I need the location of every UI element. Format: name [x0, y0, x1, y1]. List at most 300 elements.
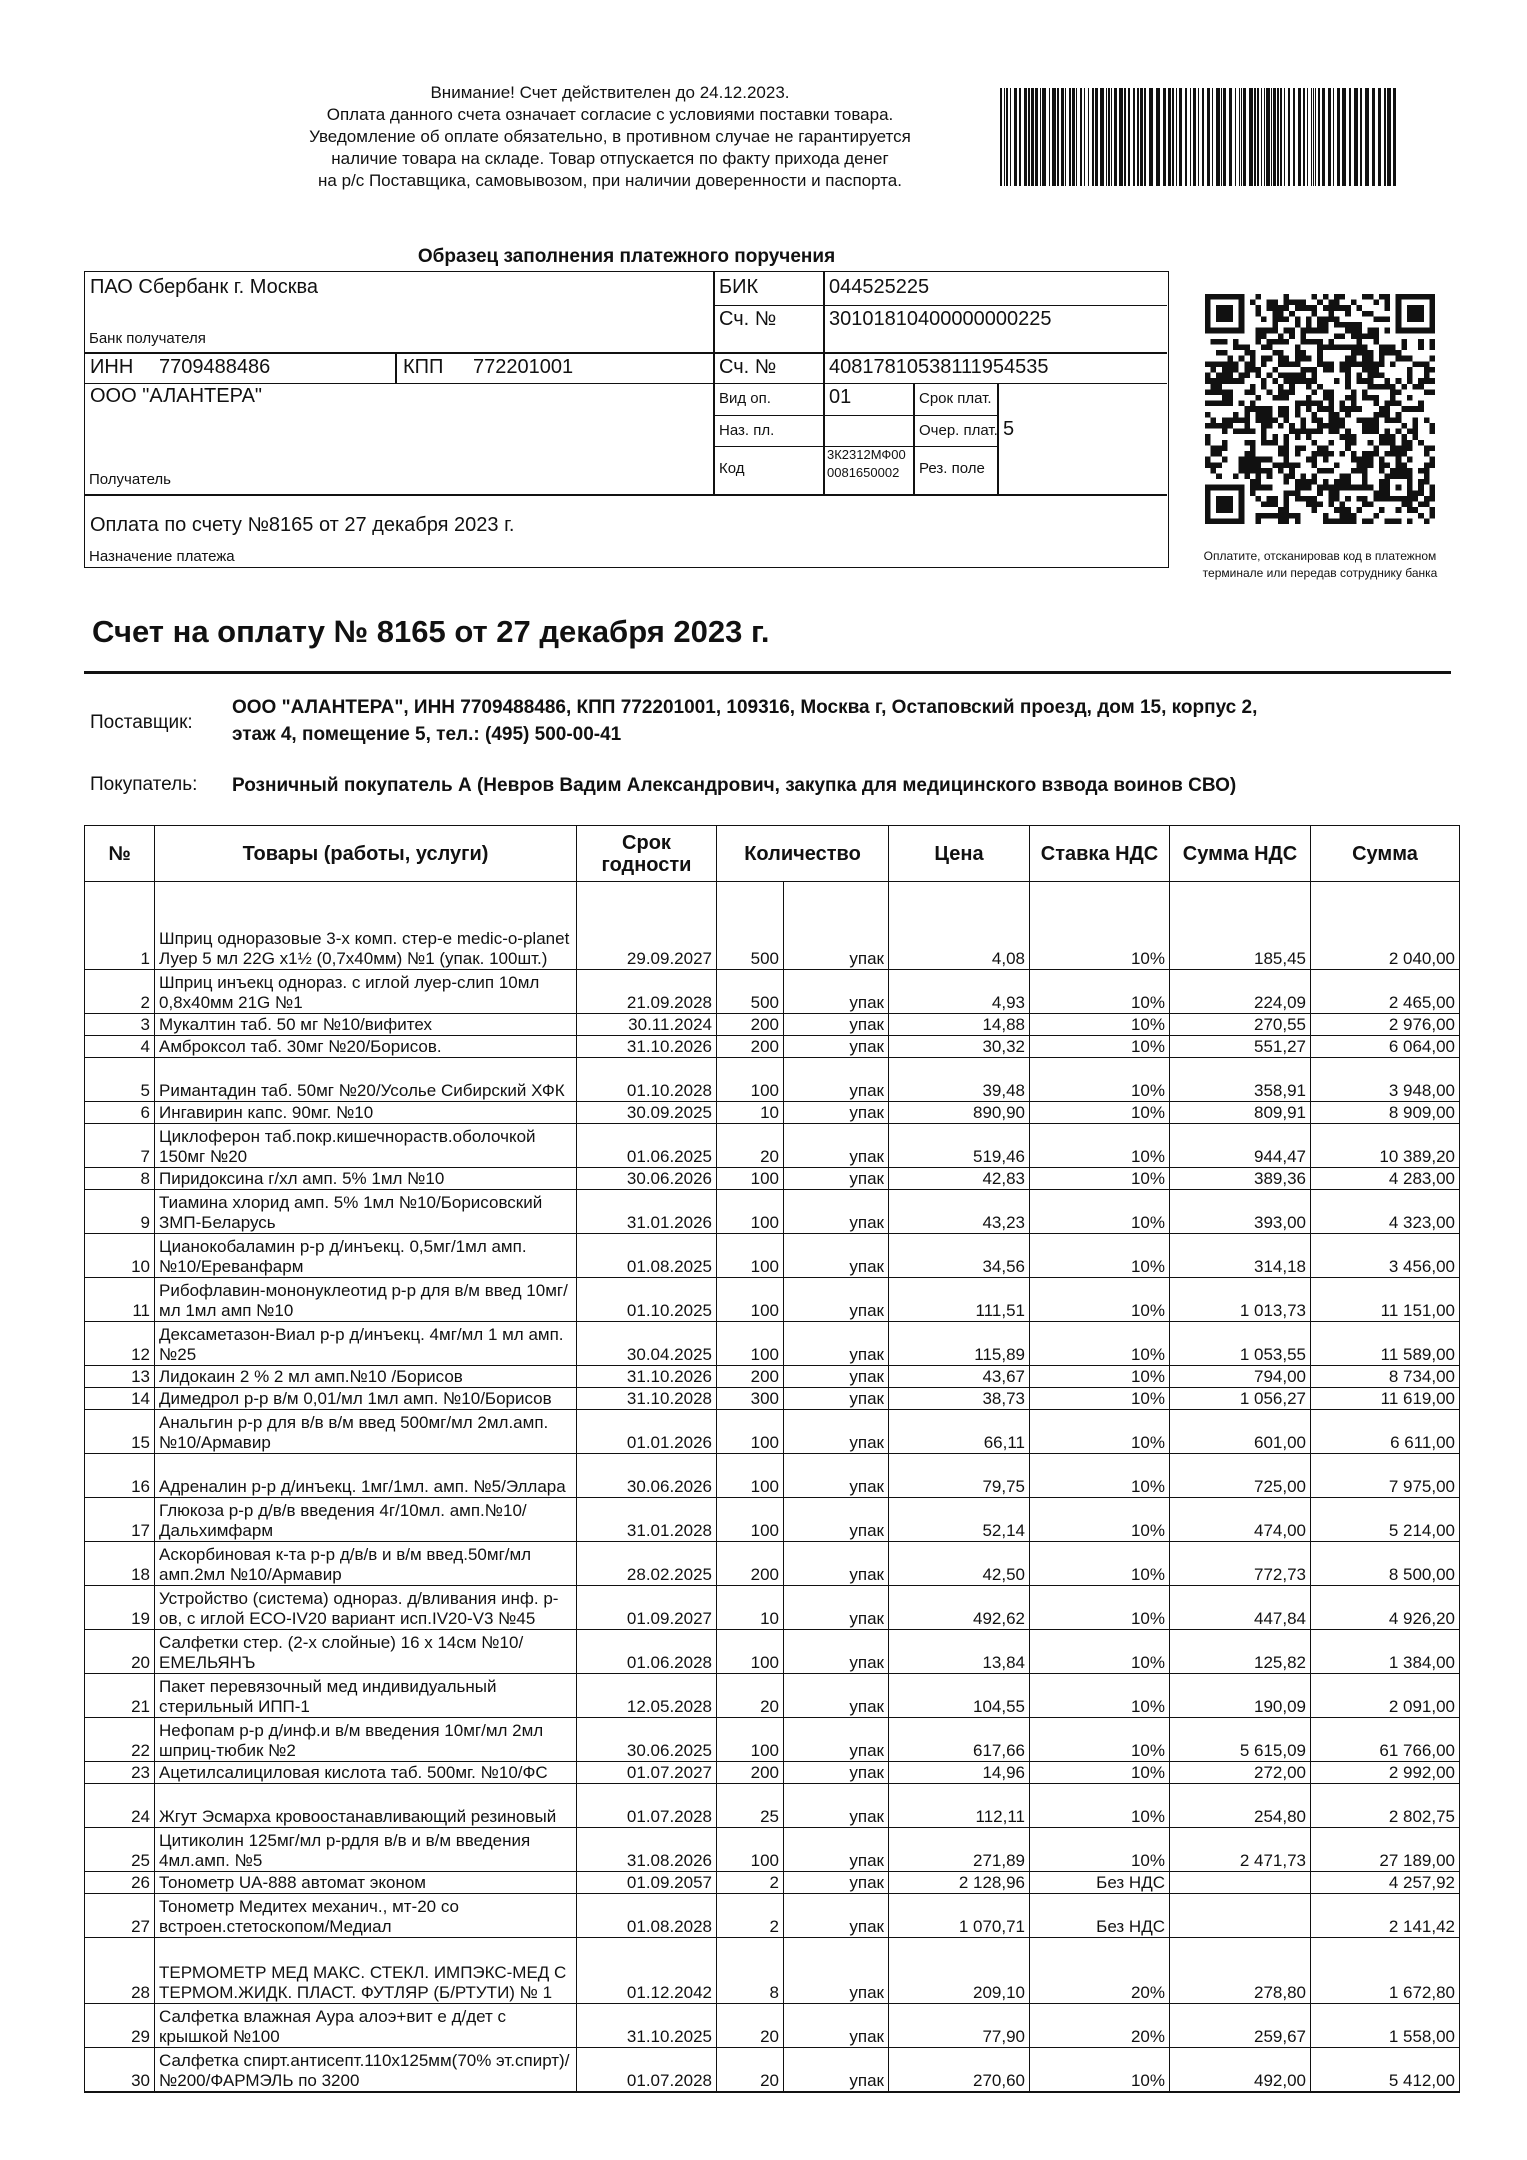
row-sum: 27 189,00: [1311, 1828, 1460, 1872]
row-vat-rate: 10%: [1030, 1168, 1170, 1190]
row-expiry: 30.06.2025: [577, 1718, 717, 1762]
row-vat-rate: 10%: [1030, 1498, 1170, 1542]
row-price: 111,51: [889, 1278, 1030, 1322]
row-expiry: 01.08.2028: [577, 1894, 717, 1938]
rez-pole-label: Рез. поле: [919, 460, 985, 477]
row-number: 4: [85, 1036, 155, 1058]
table-row: [85, 1784, 1460, 1828]
row-goods-name: Шприц одноразовые 3-х комп. стер-е medic-o-planet Луер 5 мл 22G x1½ (0,7x40мм) №1 (упак. 100шт.): [155, 882, 577, 970]
buyer-details: Розничный покупатель А (Невров Вадим Александрович, закупка для медицинского взвода воинов СВО): [232, 775, 1237, 796]
row-quantity: 100: [717, 1168, 784, 1190]
payment-purpose: Оплата по счету №8165 от 27 декабря 2023 г.: [90, 514, 515, 536]
row-expiry: 01.10.2025: [577, 1278, 717, 1322]
row-goods-name: Циклоферон таб.покр.кишечнораств.оболочкой 150мг №20: [155, 1124, 577, 1168]
row-price: 42,50: [889, 1542, 1030, 1586]
row-expiry: 30.09.2025: [577, 1102, 717, 1124]
row-quantity: 200: [717, 1036, 784, 1058]
row-number: 7: [85, 1124, 155, 1168]
row-expiry: 01.12.2042: [577, 1938, 717, 2004]
row-vat-rate: 20%: [1030, 2004, 1170, 2048]
row-vat-rate: Без НДС: [1030, 1894, 1170, 1938]
row-sum: 8 734,00: [1311, 1366, 1460, 1388]
row-goods-name: Тонометр UA-888 автомат эконом: [155, 1872, 577, 1894]
inn-value: 7709488486: [159, 356, 271, 378]
row-goods-name: Глюкоза р-р д/в/в введения 4г/10мл. амп.№10/Дальхимфарм: [155, 1498, 577, 1542]
row-sum: 2 040,00: [1311, 882, 1460, 970]
row-vat-sum: 393,00: [1170, 1190, 1311, 1234]
row-quantity: 100: [717, 1278, 784, 1322]
notice-line: Уведомление об оплате обязательно, в противном случае не гарантируется: [309, 127, 911, 146]
row-quantity: 100: [717, 1630, 784, 1674]
row-quantity: 100: [717, 1828, 784, 1872]
row-vat-sum: 314,18: [1170, 1234, 1311, 1278]
row-quantity: 10: [717, 1102, 784, 1124]
row-price: 13,84: [889, 1630, 1030, 1674]
supplier-details: [232, 694, 1462, 748]
header-num: №: [85, 826, 155, 882]
row-expiry: 28.02.2025: [577, 1542, 717, 1586]
header-goods: Товары (работы, услуги): [155, 826, 577, 882]
row-sum: 1 558,00: [1311, 2004, 1460, 2048]
row-sum: 3 456,00: [1311, 1234, 1460, 1278]
row-number: 5: [85, 1058, 155, 1102]
row-vat-rate: 10%: [1030, 1036, 1170, 1058]
row-unit: упак: [784, 1762, 889, 1784]
row-vat-rate: 10%: [1030, 1190, 1170, 1234]
row-sum: 4 323,00: [1311, 1190, 1460, 1234]
row-goods-name: Пакет перевязочный мед индивидуальный стерильный ИПП-1: [155, 1674, 577, 1718]
row-vat-rate: 10%: [1030, 1388, 1170, 1410]
row-vat-rate: 10%: [1030, 1102, 1170, 1124]
row-sum: 5 214,00: [1311, 1498, 1460, 1542]
row-unit: упак: [784, 1894, 889, 1938]
row-expiry: 01.10.2028: [577, 1058, 717, 1102]
row-expiry: 31.10.2028: [577, 1388, 717, 1410]
bank-name: ПАО Сбербанк г. Москва: [90, 276, 319, 298]
row-number: 24: [85, 1784, 155, 1828]
row-number: 27: [85, 1894, 155, 1938]
row-sum: 2 141,42: [1311, 1894, 1460, 1938]
recipient-name: ООО "АЛАНТЕРА": [90, 385, 263, 407]
row-expiry: 31.01.2028: [577, 1498, 717, 1542]
row-vat-rate: 10%: [1030, 1014, 1170, 1036]
qr-code-image: [1205, 294, 1435, 524]
row-vat-rate: 10%: [1030, 1410, 1170, 1454]
row-number: 13: [85, 1366, 155, 1388]
row-quantity: 20: [717, 1674, 784, 1718]
table-row: [85, 1586, 1460, 1630]
row-sum: 10 389,20: [1311, 1124, 1460, 1168]
row-expiry: 01.09.2027: [577, 1586, 717, 1630]
row-vat-rate: 10%: [1030, 1124, 1170, 1168]
row-vat-sum: 224,09: [1170, 970, 1311, 1014]
row-price: 1 070,71: [889, 1894, 1030, 1938]
row-vat-rate: 10%: [1030, 1542, 1170, 1586]
row-vat-rate: 10%: [1030, 1366, 1170, 1388]
table-row: [85, 1762, 1460, 1784]
table-row: [85, 1058, 1460, 1102]
row-number: 18: [85, 1542, 155, 1586]
row-sum: 4 257,92: [1311, 1872, 1460, 1894]
row-unit: упак: [784, 882, 889, 970]
row-expiry: 30.06.2026: [577, 1168, 717, 1190]
row-vat-sum: 447,84: [1170, 1586, 1311, 1630]
row-expiry: 01.07.2028: [577, 1784, 717, 1828]
row-vat-sum: 1 013,73: [1170, 1278, 1311, 1322]
row-price: 209,10: [889, 1938, 1030, 2004]
row-goods-name: Цитиколин 125мг/мл р-рдля в/в и в/м введения 4мл.амп. №5: [155, 1828, 577, 1872]
table-row: [85, 970, 1460, 1014]
ocher-value: 5: [1003, 418, 1015, 440]
row-vat-sum: 474,00: [1170, 1498, 1311, 1542]
row-sum: 2 976,00: [1311, 1014, 1460, 1036]
header-sum: Сумма: [1311, 826, 1460, 882]
row-goods-name: Анальгин р-р для в/в в/м введ 500мг/мл 2мл.амп. №10/Армавир: [155, 1410, 577, 1454]
row-unit: упак: [784, 1542, 889, 1586]
row-price: 43,67: [889, 1366, 1030, 1388]
row-price: 270,60: [889, 2048, 1030, 2092]
row-quantity: 100: [717, 1454, 784, 1498]
row-vat-sum: 185,45: [1170, 882, 1311, 970]
row-vat-sum: 1 053,55: [1170, 1322, 1311, 1366]
bik-label: БИК: [719, 276, 759, 298]
table-row: [85, 1168, 1460, 1190]
row-price: 112,11: [889, 1784, 1030, 1828]
account-value: 40817810538111954535: [829, 356, 1049, 378]
row-expiry: 12.05.2028: [577, 1674, 717, 1718]
row-price: 492,62: [889, 1586, 1030, 1630]
row-unit: упак: [784, 1278, 889, 1322]
row-goods-name: Димедрол р-р в/м 0,01/мл 1мл амп. №10/Борисов: [155, 1388, 577, 1410]
row-price: 30,32: [889, 1036, 1030, 1058]
bank-details-grid: [84, 271, 1169, 568]
row-unit: упак: [784, 1828, 889, 1872]
table-row: [85, 1718, 1460, 1762]
row-price: 4,08: [889, 882, 1030, 970]
row-expiry: 01.06.2025: [577, 1124, 717, 1168]
account-label: Сч. №: [719, 356, 777, 378]
row-sum: 11 589,00: [1311, 1322, 1460, 1366]
row-sum: 4 283,00: [1311, 1168, 1460, 1190]
row-goods-name: Жгут Эсмарха кровоостанавливающий резиновый: [155, 1784, 577, 1828]
payment-purpose-label: Назначение платежа: [89, 548, 235, 565]
qr-caption: [1170, 548, 1470, 582]
row-vat-sum: 5 615,09: [1170, 1718, 1311, 1762]
row-expiry: 01.07.2027: [577, 1762, 717, 1784]
payment-form-title: Образец заполнения платежного поручения: [417, 246, 836, 267]
row-price: 34,56: [889, 1234, 1030, 1278]
row-price: 38,73: [889, 1388, 1030, 1410]
kod-value-line-1: 3К2312МФ00: [827, 447, 906, 462]
notice-line: на р/с Поставщика, самовывозом, при наличии доверенности и паспорта.: [318, 171, 902, 190]
table-row: [85, 1410, 1460, 1454]
row-sum: 3 948,00: [1311, 1058, 1460, 1102]
header-vat-rate: Ставка НДС: [1030, 826, 1170, 882]
row-number: 6: [85, 1102, 155, 1124]
row-vat-rate: 10%: [1030, 1718, 1170, 1762]
row-quantity: 100: [717, 1058, 784, 1102]
row-number: 30: [85, 2048, 155, 2092]
row-goods-name: Салфетка спирт.антисепт.110x125мм(70% эт.спирт)/№200/ФАРМЭЛЬ по 3200: [155, 2048, 577, 2092]
row-sum: 7 975,00: [1311, 1454, 1460, 1498]
row-quantity: 20: [717, 1124, 784, 1168]
row-vat-sum: 601,00: [1170, 1410, 1311, 1454]
header-quantity: Количество: [717, 826, 889, 882]
row-vat-sum: 389,36: [1170, 1168, 1311, 1190]
row-unit: упак: [784, 1454, 889, 1498]
srok-plat-label: Срок плат.: [919, 390, 992, 407]
row-price: 890,90: [889, 1102, 1030, 1124]
row-price: 14,88: [889, 1014, 1030, 1036]
vid-op-value: 01: [829, 386, 852, 408]
row-quantity: 200: [717, 1762, 784, 1784]
row-vat-rate: 10%: [1030, 2048, 1170, 2092]
row-vat-sum: 1 056,27: [1170, 1388, 1311, 1410]
row-vat-rate: 10%: [1030, 1586, 1170, 1630]
row-vat-sum: 492,00: [1170, 2048, 1311, 2092]
row-number: 11: [85, 1278, 155, 1322]
row-price: 617,66: [889, 1718, 1030, 1762]
row-unit: упак: [784, 1102, 889, 1124]
row-quantity: 200: [717, 1542, 784, 1586]
row-quantity: 100: [717, 1410, 784, 1454]
table-row: [85, 2004, 1460, 2048]
row-unit: упак: [784, 2048, 889, 2092]
row-quantity: 100: [717, 1190, 784, 1234]
table-row: [85, 1630, 1460, 1674]
row-unit: упак: [784, 1938, 889, 2004]
row-price: 43,23: [889, 1190, 1030, 1234]
row-quantity: 200: [717, 1366, 784, 1388]
row-expiry: 31.01.2026: [577, 1190, 717, 1234]
row-goods-name: Устройство (система) однораз. д/вливания инф. р-ов, с иглой ECO-IV20 вариант исп.IV20-V3 №45: [155, 1586, 577, 1630]
row-sum: 6 064,00: [1311, 1036, 1460, 1058]
row-unit: упак: [784, 1586, 889, 1630]
buyer-label: Покупатель:: [90, 774, 198, 795]
table-row: [85, 1938, 1460, 2004]
table-row: [85, 1388, 1460, 1410]
row-unit: упак: [784, 1630, 889, 1674]
row-price: 271,89: [889, 1828, 1030, 1872]
row-sum: 5 412,00: [1311, 2048, 1460, 2092]
row-unit: упак: [784, 1718, 889, 1762]
row-sum: 8 500,00: [1311, 1542, 1460, 1586]
table-row: [85, 1036, 1460, 1058]
row-price: 14,96: [889, 1762, 1030, 1784]
row-unit: упак: [784, 1036, 889, 1058]
row-vat-rate: 10%: [1030, 1630, 1170, 1674]
row-goods-name: Дексаметазон-Виал р-р д/инъекц. 4мг/мл 1 мл амп.№25: [155, 1322, 577, 1366]
row-goods-name: Амброксол таб. 30мг №20/Борисов.: [155, 1036, 577, 1058]
qr-caption-line: терминале или передав сотруднику банка: [1202, 566, 1438, 580]
row-quantity: 2: [717, 1894, 784, 1938]
row-vat-rate: 10%: [1030, 882, 1170, 970]
row-number: 8: [85, 1168, 155, 1190]
row-number: 23: [85, 1762, 155, 1784]
row-number: 14: [85, 1388, 155, 1410]
row-unit: упак: [784, 1190, 889, 1234]
row-price: 2 128,96: [889, 1872, 1030, 1894]
row-number: 15: [85, 1410, 155, 1454]
row-vat-sum: 270,55: [1170, 1014, 1311, 1036]
row-expiry: 31.08.2026: [577, 1828, 717, 1872]
table-row: [85, 1894, 1460, 1938]
header-vat-sum: Сумма НДС: [1170, 826, 1311, 882]
row-number: 17: [85, 1498, 155, 1542]
header-price: Цена: [889, 826, 1030, 882]
row-quantity: 100: [717, 1322, 784, 1366]
row-quantity: 8: [717, 1938, 784, 2004]
row-goods-name: Пиридоксина г/хл амп. 5% 1мл №10: [155, 1168, 577, 1190]
row-vat-sum: [1170, 1872, 1311, 1894]
invoice-items-table: [84, 825, 1460, 2093]
row-goods-name: Салфетка влажная Аура алоэ+вит е д/дет с крышкой №100: [155, 2004, 577, 2048]
row-sum: 6 611,00: [1311, 1410, 1460, 1454]
row-goods-name: Ацетилсалициловая кислота таб. 500мг. №10/ФС: [155, 1762, 577, 1784]
row-price: 77,90: [889, 2004, 1030, 2048]
row-expiry: 01.08.2025: [577, 1234, 717, 1278]
row-unit: упак: [784, 1322, 889, 1366]
row-number: 19: [85, 1586, 155, 1630]
row-vat-sum: 125,82: [1170, 1630, 1311, 1674]
row-number: 9: [85, 1190, 155, 1234]
row-expiry: 31.10.2026: [577, 1366, 717, 1388]
row-quantity: 200: [717, 1014, 784, 1036]
row-number: 21: [85, 1674, 155, 1718]
row-number: 26: [85, 1872, 155, 1894]
row-expiry: 01.06.2028: [577, 1630, 717, 1674]
row-unit: упак: [784, 1498, 889, 1542]
kpp-label: КПП: [403, 356, 444, 378]
row-unit: упак: [784, 1014, 889, 1036]
row-number: 20: [85, 1630, 155, 1674]
inn-label: ИНН: [90, 356, 134, 378]
row-goods-name: Нефопам р-р д/инф.и в/м введения 10мг/мл 2мл шприц-тюбик №2: [155, 1718, 577, 1762]
kod-value-line-2: 0081650002: [827, 465, 900, 480]
row-price: 104,55: [889, 1674, 1030, 1718]
row-quantity: 20: [717, 2048, 784, 2092]
row-sum: 1 384,00: [1311, 1630, 1460, 1674]
row-quantity: 2: [717, 1872, 784, 1894]
barcode-image: [1000, 88, 1400, 186]
row-number: 10: [85, 1234, 155, 1278]
table-row: [85, 1454, 1460, 1498]
row-number: 2: [85, 970, 155, 1014]
table-row: [85, 1234, 1460, 1278]
row-price: 519,46: [889, 1124, 1030, 1168]
row-quantity: 20: [717, 2004, 784, 2048]
row-unit: упак: [784, 1124, 889, 1168]
row-goods-name: Тонометр Медитех механич., мт-20 со встроен.стетоскопом/Медиал: [155, 1894, 577, 1938]
notice-line: Оплата данного счета означает согласие с условиями поставки товара.: [326, 105, 894, 124]
row-vat-sum: 725,00: [1170, 1454, 1311, 1498]
title-divider: [84, 671, 1451, 674]
row-expiry: 31.10.2026: [577, 1036, 717, 1058]
table-row: [85, 1322, 1460, 1366]
row-price: 66,11: [889, 1410, 1030, 1454]
row-unit: упак: [784, 1784, 889, 1828]
row-unit: упак: [784, 1674, 889, 1718]
row-expiry: 29.09.2027: [577, 882, 717, 970]
row-expiry: 01.07.2028: [577, 2048, 717, 2092]
row-unit: упак: [784, 970, 889, 1014]
row-vat-rate: 10%: [1030, 1322, 1170, 1366]
row-vat-sum: 772,73: [1170, 1542, 1311, 1586]
row-unit: упак: [784, 1234, 889, 1278]
row-quantity: 500: [717, 882, 784, 970]
row-expiry: 21.09.2028: [577, 970, 717, 1014]
recipient-label: Получатель: [89, 471, 171, 488]
row-vat-rate: Без НДС: [1030, 1872, 1170, 1894]
row-number: 16: [85, 1454, 155, 1498]
row-sum: 8 909,00: [1311, 1102, 1460, 1124]
bank-label: Банк получателя: [89, 330, 206, 347]
row-sum: 2 802,75: [1311, 1784, 1460, 1828]
row-vat-rate: 10%: [1030, 970, 1170, 1014]
row-price: 39,48: [889, 1058, 1030, 1102]
row-unit: упак: [784, 1872, 889, 1894]
row-quantity: 100: [717, 1234, 784, 1278]
supplier-line: ООО "АЛАНТЕРА", ИНН 7709488486, КПП 772201001, 109316, Москва г, Остаповский проезд, дом 15, корпус 2,: [232, 697, 1258, 718]
row-sum: 2 465,00: [1311, 970, 1460, 1014]
row-vat-sum: 2 471,73: [1170, 1828, 1311, 1872]
row-expiry: 30.06.2026: [577, 1454, 717, 1498]
row-vat-sum: 272,00: [1170, 1762, 1311, 1784]
row-sum: 4 926,20: [1311, 1586, 1460, 1630]
row-price: 4,93: [889, 970, 1030, 1014]
row-expiry: 30.04.2025: [577, 1322, 717, 1366]
row-vat-rate: 10%: [1030, 1784, 1170, 1828]
row-vat-sum: [1170, 1894, 1311, 1938]
table-row: [85, 1828, 1460, 1872]
table-row: [85, 1498, 1460, 1542]
row-unit: упак: [784, 2004, 889, 2048]
row-number: 3: [85, 1014, 155, 1036]
table-row: [85, 1014, 1460, 1036]
row-goods-name: Рибофлавин-мононуклеотид р-р для в/м введ 10мг/мл 1мл амп №10: [155, 1278, 577, 1322]
invoice-title: Счет на оплату № 8165 от 27 декабря 2023 г.: [92, 614, 770, 649]
qr-caption-line: Оплатите, отсканировав код в платежном: [1203, 549, 1437, 563]
row-number: 1: [85, 882, 155, 970]
row-vat-sum: 358,91: [1170, 1058, 1311, 1102]
table-row: [85, 1366, 1460, 1388]
row-quantity: 300: [717, 1388, 784, 1410]
row-vat-sum: 551,27: [1170, 1036, 1311, 1058]
row-number: 25: [85, 1828, 155, 1872]
row-vat-sum: 259,67: [1170, 2004, 1311, 2048]
table-row: [85, 1542, 1460, 1586]
vid-op-label: Вид оп.: [719, 390, 771, 407]
corr-account-value: 30101810400000000225: [829, 308, 1052, 330]
row-sum: 11 151,00: [1311, 1278, 1460, 1322]
row-goods-name: Мукалтин таб. 50 мг №10/вифитех: [155, 1014, 577, 1036]
supplier-line: этаж 4, помещение 5, тел.: (495) 500-00-41: [232, 724, 622, 745]
row-quantity: 500: [717, 970, 784, 1014]
row-sum: 11 619,00: [1311, 1388, 1460, 1410]
row-quantity: 100: [717, 1718, 784, 1762]
row-price: 79,75: [889, 1454, 1030, 1498]
row-number: 22: [85, 1718, 155, 1762]
bik-value: 044525225: [829, 276, 930, 298]
row-goods-name: Тиамина хлорид амп. 5% 1мл №10/Борисовский ЗМП-Беларусь: [155, 1190, 577, 1234]
row-vat-rate: 10%: [1030, 1058, 1170, 1102]
table-row: [85, 1102, 1460, 1124]
table-row: [85, 1124, 1460, 1168]
row-vat-sum: 190,09: [1170, 1674, 1311, 1718]
row-price: 115,89: [889, 1322, 1030, 1366]
row-sum: 2 992,00: [1311, 1762, 1460, 1784]
row-expiry: 01.09.2057: [577, 1872, 717, 1894]
